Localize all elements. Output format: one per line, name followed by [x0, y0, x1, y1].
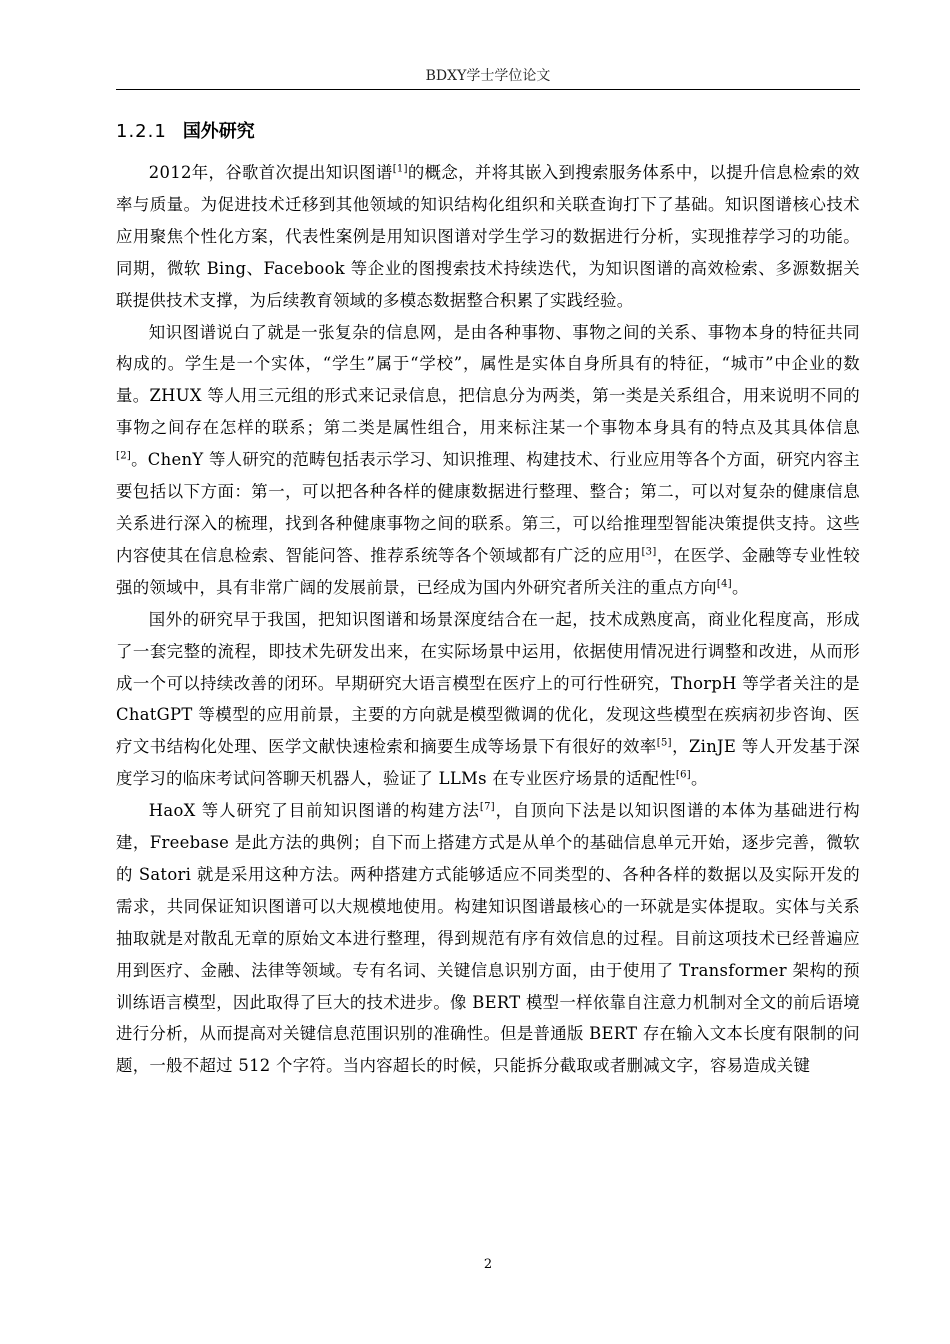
section-number: 1.2.1	[116, 121, 167, 142]
page-number: 2	[483, 1257, 493, 1272]
body-text	[116, 157, 860, 1082]
citation: [4]	[716, 578, 732, 590]
section-title: 国外研究	[182, 121, 255, 142]
citation: [5]	[656, 737, 672, 749]
paragraph: 国外的研究早于我国，把知识图谱和场景深度结合在一起，技术成熟度高，商业化程度高，形成了一套完整的流程，即技术先研发出来，在实际场景中运用，依据使用情况进行调整和改进，从而形成一个可以持续改善的闭环。早期研究大语言模型在医疗上的可行性研究，ThorpH 等学者关注的是 ChatGPT 等模型的应用前景，主要的方向就是模型微调的优化，发现这些模型在疾病初步咨询、医疗文书结构化处理、医学文献快速检索和摘要生成等场景下有很好的效率[5]，ZinJE 等人开发基于深度学习的临床考试问答聊天机器人，验证了 LLMs 在专业医疗场景的适配性[6]。	[116, 609, 860, 789]
section-heading	[116, 118, 860, 146]
citation: [6]	[675, 769, 691, 781]
header-rule	[116, 89, 860, 90]
citation: [1]	[392, 163, 408, 175]
paragraph: 知识图谱说白了就是一张复杂的信息网，是由各种事物、事物之间的关系、事物本身的特征共同构成的。学生是一个实体，“学生”属于“学校”，属性是实体自身所具有的特征，“城市”中企业的数量。ZHUX 等人用三元组的形式来记录信息，把信息分为两类，第一类是关系组合，用来说明不同的事物之间存在怎样的联系；第二类是属性组合，用来标注某一个事物本身具有的特点及其具体信息[2]。ChenY 等人研究的范畴包括表示学习、知识推理、构建技术、行业应用等各个方面，研究内容主要包括以下方面：第一，可以把各种各样的健康数据进行整理、整合；第二，可以对复杂的健康信息关系进行深入的梳理，找到各种健康事物之间的联系。第三，可以给推理型智能决策提供支持。这些内容使其在信息检索、智能问答、推荐系统等各个领域都有广泛的应用[3]，在医学、金融等专业性较强的领域中，具有非常广阔的发展前景，已经成为国内外研究者所关注的重点方向[4]。	[116, 322, 860, 597]
citation: [7]	[479, 801, 495, 813]
running-header: BDXY学士学位论文	[425, 68, 551, 84]
paragraph: HaoX 等人研究了目前知识图谱的构建方法[7]，自顶向下法是以知识图谱的本体为基础进行构建，Freebase 是此方法的典例；自下而上搭建方式是从单个的基础信息单元开始，逐步完善，微软的 Satori 就是采用这种方法。两种搭建方式能够适应不同类型的、各种各样的数据以及实际开发的需求，共同保证知识图谱可以大规模地使用。构建知识图谱最核心的一环就是实体提取。实体与关系抽取就是对散乱无章的原始文本进行整理，得到规范有序有效信息的过程。目前这项技术已经普遍应用到医疗、金融、法律等领域。专有名词、关键信息识别方面，由于使用了 Transformer 架构的预训练语言模型，因此取得了巨大的技术进步。像 BERT 模型一样依靠自注意力机制对全文的前后语境进行分析，从而提高对关键信息范围识别的准确性。但是普通版 BERT 存在输入文本长度有限制的问题，一般不超过 512 个字符。当内容超长的时候，只能拆分截取或者删减文字，容易造成关键	[116, 801, 860, 1076]
citation: [2]	[116, 450, 132, 462]
citation: [3]	[641, 546, 657, 558]
paragraph: 2012年，谷歌首次提出知识图谱[1]的概念，并将其嵌入到搜索服务体系中，以提升信息检索的效率与质量。为促进技术迁移到其他领域的知识结构化组织和关联查询打下了基础。知识图谱核心技术应用聚焦个性化方案，代表性案例是用知识图谱对学生学习的数据进行分析，实现推荐学习的功能。同期，微软 Bing、Facebook 等企业的图搜索技术持续迭代，为知识图谱的高效检索、多源数据关联提供技术支撑，为后续教育领域的多模态数据整合积累了实践经验。	[116, 163, 860, 310]
